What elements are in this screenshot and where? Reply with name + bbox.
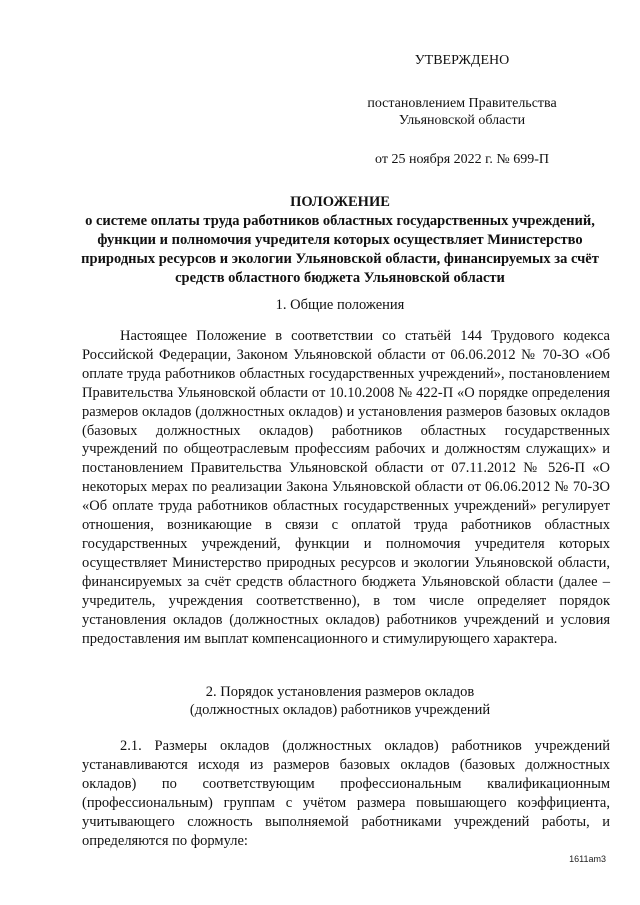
- section-2-paragraph: 2.1. Размеры окладов (должностных окладов) работников учреждений устанавливаются исходя из размеров базовых окладов (базовых должностных окладов) по соответствующим профессиональным квалификационным (профессиональным) группам с учётом размера повышающего коэффициента, учитывающего сложность выполняемой работниками учреждений работы, и определяются по формуле:: [82, 738, 610, 849]
- footer-code: 1611am3: [569, 854, 606, 864]
- section-1-paragraph: Настоящее Положение в соответствии со статьёй 144 Трудового кодекса Российской Федерации, Законом Ульяновской области от 06.06.2012 № 70-ЗО «Об оплате труда работников областных государственных учреждений», постановлением Правительства Ульяновской области от 10.10.2008 № 422-П «О порядке определения размеров окладов (должностных окладов) и установления размеров базовых окладов (базовых должностных окладов) работников областных государственных учреждений по общеотраслевым профессиям рабочих и должностям служащих» и постановлением Правительства Ульяновской области от 07.11.2012 № 526-П «О некоторых мерах по реализации Закона Ульяновской области от 06.06.2012 № 70-ЗО «Об оплате труда работников областных государственных учреждений» регулирует отношения, возникающие в связи с оплатой труда работников областных государственных учреждений, функции и полномочия учредителя которых осуществляет Министерство природных ресурсов и экологии Ульяновской области, финансируемых за счёт средств областного бюджета Ульяновской области (далее – учредитель, учреждения соответственно), в том числе определяет порядок установления окладов (должностных окладов) работников учреждений и условия предоставления им выплат компенсационного и стимулирующего характера.: [82, 328, 610, 647]
- section-2-title: [60, 683, 620, 719]
- title-subheading: о системе оплаты труда работников областных государственных учреждений, функции и полномочия учредителя которых осуществляет Министерство природных ресурсов и экологии Ульяновской области, финансируемых за счёт средств областного бюджета Ульяновской области: [81, 213, 599, 286]
- approval-date-number: от 25 ноября 2022 г. № 699-П: [375, 152, 549, 167]
- approval-block: [342, 52, 582, 168]
- approval-resolution: постановлением Правительства Ульяновской области: [367, 96, 557, 128]
- section-2-title-line-1: 2. Порядок установления размеров окладов: [205, 684, 475, 700]
- title-heading: ПОЛОЖЕНИЕ: [290, 194, 390, 210]
- section-1-title: 1. Общие положения: [275, 297, 405, 313]
- approval-stamp: УТВЕРЖДЕНО: [414, 53, 510, 68]
- section-2-title-line-2: (должностных окладов) работников учреждений: [189, 702, 491, 718]
- document-title: [60, 193, 620, 288]
